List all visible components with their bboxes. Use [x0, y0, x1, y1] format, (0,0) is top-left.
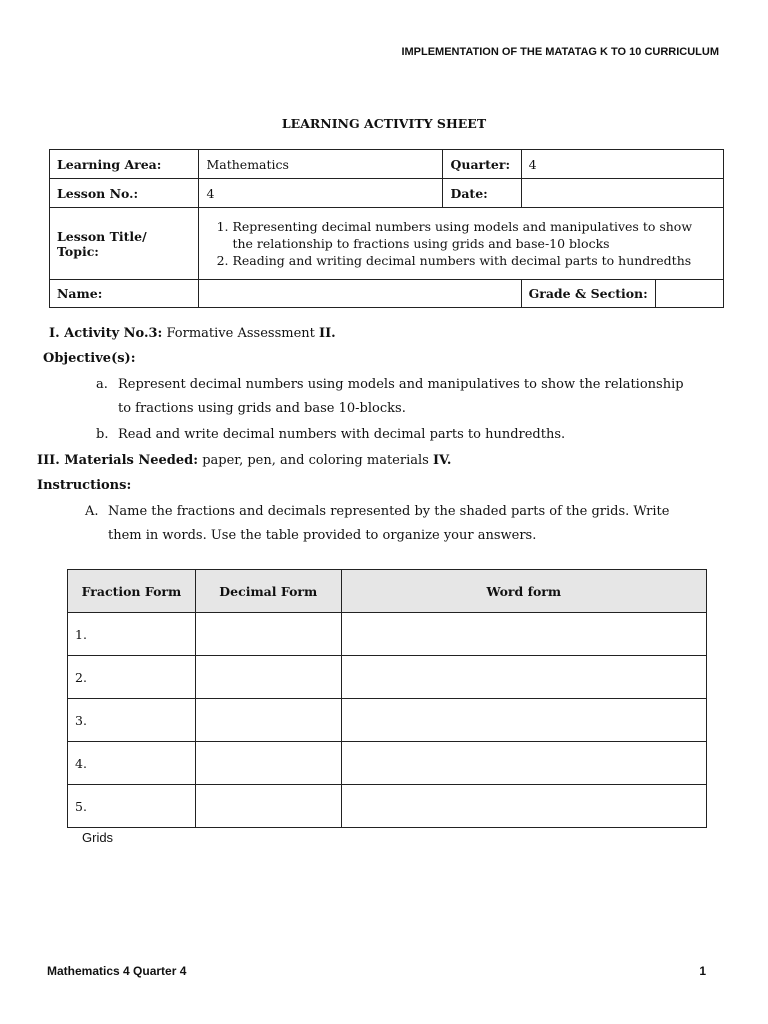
materials-line: III. Materials Needed: paper, pen, and coloring materials IV.	[37, 453, 452, 468]
word-cell[interactable]	[341, 785, 706, 828]
curriculum-header: IMPLEMENTATION OF THE MATATAG K TO 10 CURRICULUM	[401, 46, 719, 58]
word-cell[interactable]	[341, 699, 706, 742]
objective-b-text: Read and write decimal numbers with decimal parts to hundredths.	[118, 427, 566, 442]
decimal-cell[interactable]	[195, 742, 341, 785]
word-form-header: Word form	[341, 570, 706, 613]
table-row	[68, 656, 707, 699]
lesson-no-value: 4	[199, 179, 443, 208]
name-field[interactable]	[199, 280, 521, 308]
fraction-form-header: Fraction Form	[68, 570, 196, 613]
footer-subject: Mathematics 4 Quarter 4	[47, 964, 187, 978]
table-row	[68, 699, 707, 742]
instruction-a-text-cont: them in words. Use the table provided to organize your answers.	[108, 528, 537, 543]
lesson-title-label: Lesson Title/ Topic:	[50, 208, 199, 280]
topic-item: 1. Representing decimal numbers using models and manipulatives to show the relationship to fractions using grids and base-10 blocks	[232, 218, 716, 252]
fraction-cell[interactable]: 5.	[68, 785, 196, 828]
decimal-form-header: Decimal Form	[195, 570, 341, 613]
grade-section-label: Grade & Section:	[521, 280, 655, 308]
lesson-no-label: Lesson No.:	[50, 179, 199, 208]
instruction-a-text: Name the fractions and decimals represented by the shaded parts of the grids. Write	[108, 504, 670, 519]
lesson-topics	[199, 208, 724, 280]
decimal-cell[interactable]	[195, 656, 341, 699]
fraction-cell[interactable]: 4.	[68, 742, 196, 785]
instruction-a-marker: A.	[85, 504, 99, 519]
table-row	[68, 785, 707, 828]
grids-label: Grids	[82, 830, 114, 845]
page-title: LEARNING ACTIVITY SHEET	[281, 116, 487, 131]
topic-item: 2. Reading and writing decimal numbers with decimal parts to hundredths	[232, 252, 716, 269]
quarter-label: Quarter:	[443, 150, 521, 179]
learning-area-value: Mathematics	[199, 150, 443, 179]
decimal-cell[interactable]	[195, 785, 341, 828]
word-cell[interactable]	[341, 656, 706, 699]
word-cell[interactable]	[341, 742, 706, 785]
objective-a-marker: a.	[96, 377, 108, 392]
lesson-info-table	[49, 149, 724, 308]
table-row	[68, 613, 707, 656]
answer-table	[67, 569, 707, 828]
date-field[interactable]	[521, 179, 723, 208]
table-row	[68, 742, 707, 785]
fraction-cell[interactable]: 3.	[68, 699, 196, 742]
objective-a-text: Represent decimal numbers using models and manipulatives to show the relationship	[118, 377, 684, 392]
objectives-heading: Objective(s):	[43, 351, 136, 366]
instructions-heading: Instructions:	[37, 478, 132, 493]
name-label: Name:	[50, 280, 199, 308]
objective-a-text-cont: to fractions using grids and base 10-blocks.	[118, 401, 406, 416]
objective-b-marker: b.	[96, 427, 109, 442]
decimal-cell[interactable]	[195, 699, 341, 742]
page-number: 1	[699, 964, 706, 978]
fraction-cell[interactable]: 2.	[68, 656, 196, 699]
activity-line: I. Activity No.3: Formative Assessment II.	[49, 326, 336, 341]
quarter-value: 4	[521, 150, 723, 179]
learning-area-label: Learning Area:	[50, 150, 199, 179]
word-cell[interactable]	[341, 613, 706, 656]
grade-section-field[interactable]	[655, 280, 723, 308]
date-label: Date:	[443, 179, 521, 208]
decimal-cell[interactable]	[195, 613, 341, 656]
fraction-cell[interactable]: 1.	[68, 613, 196, 656]
